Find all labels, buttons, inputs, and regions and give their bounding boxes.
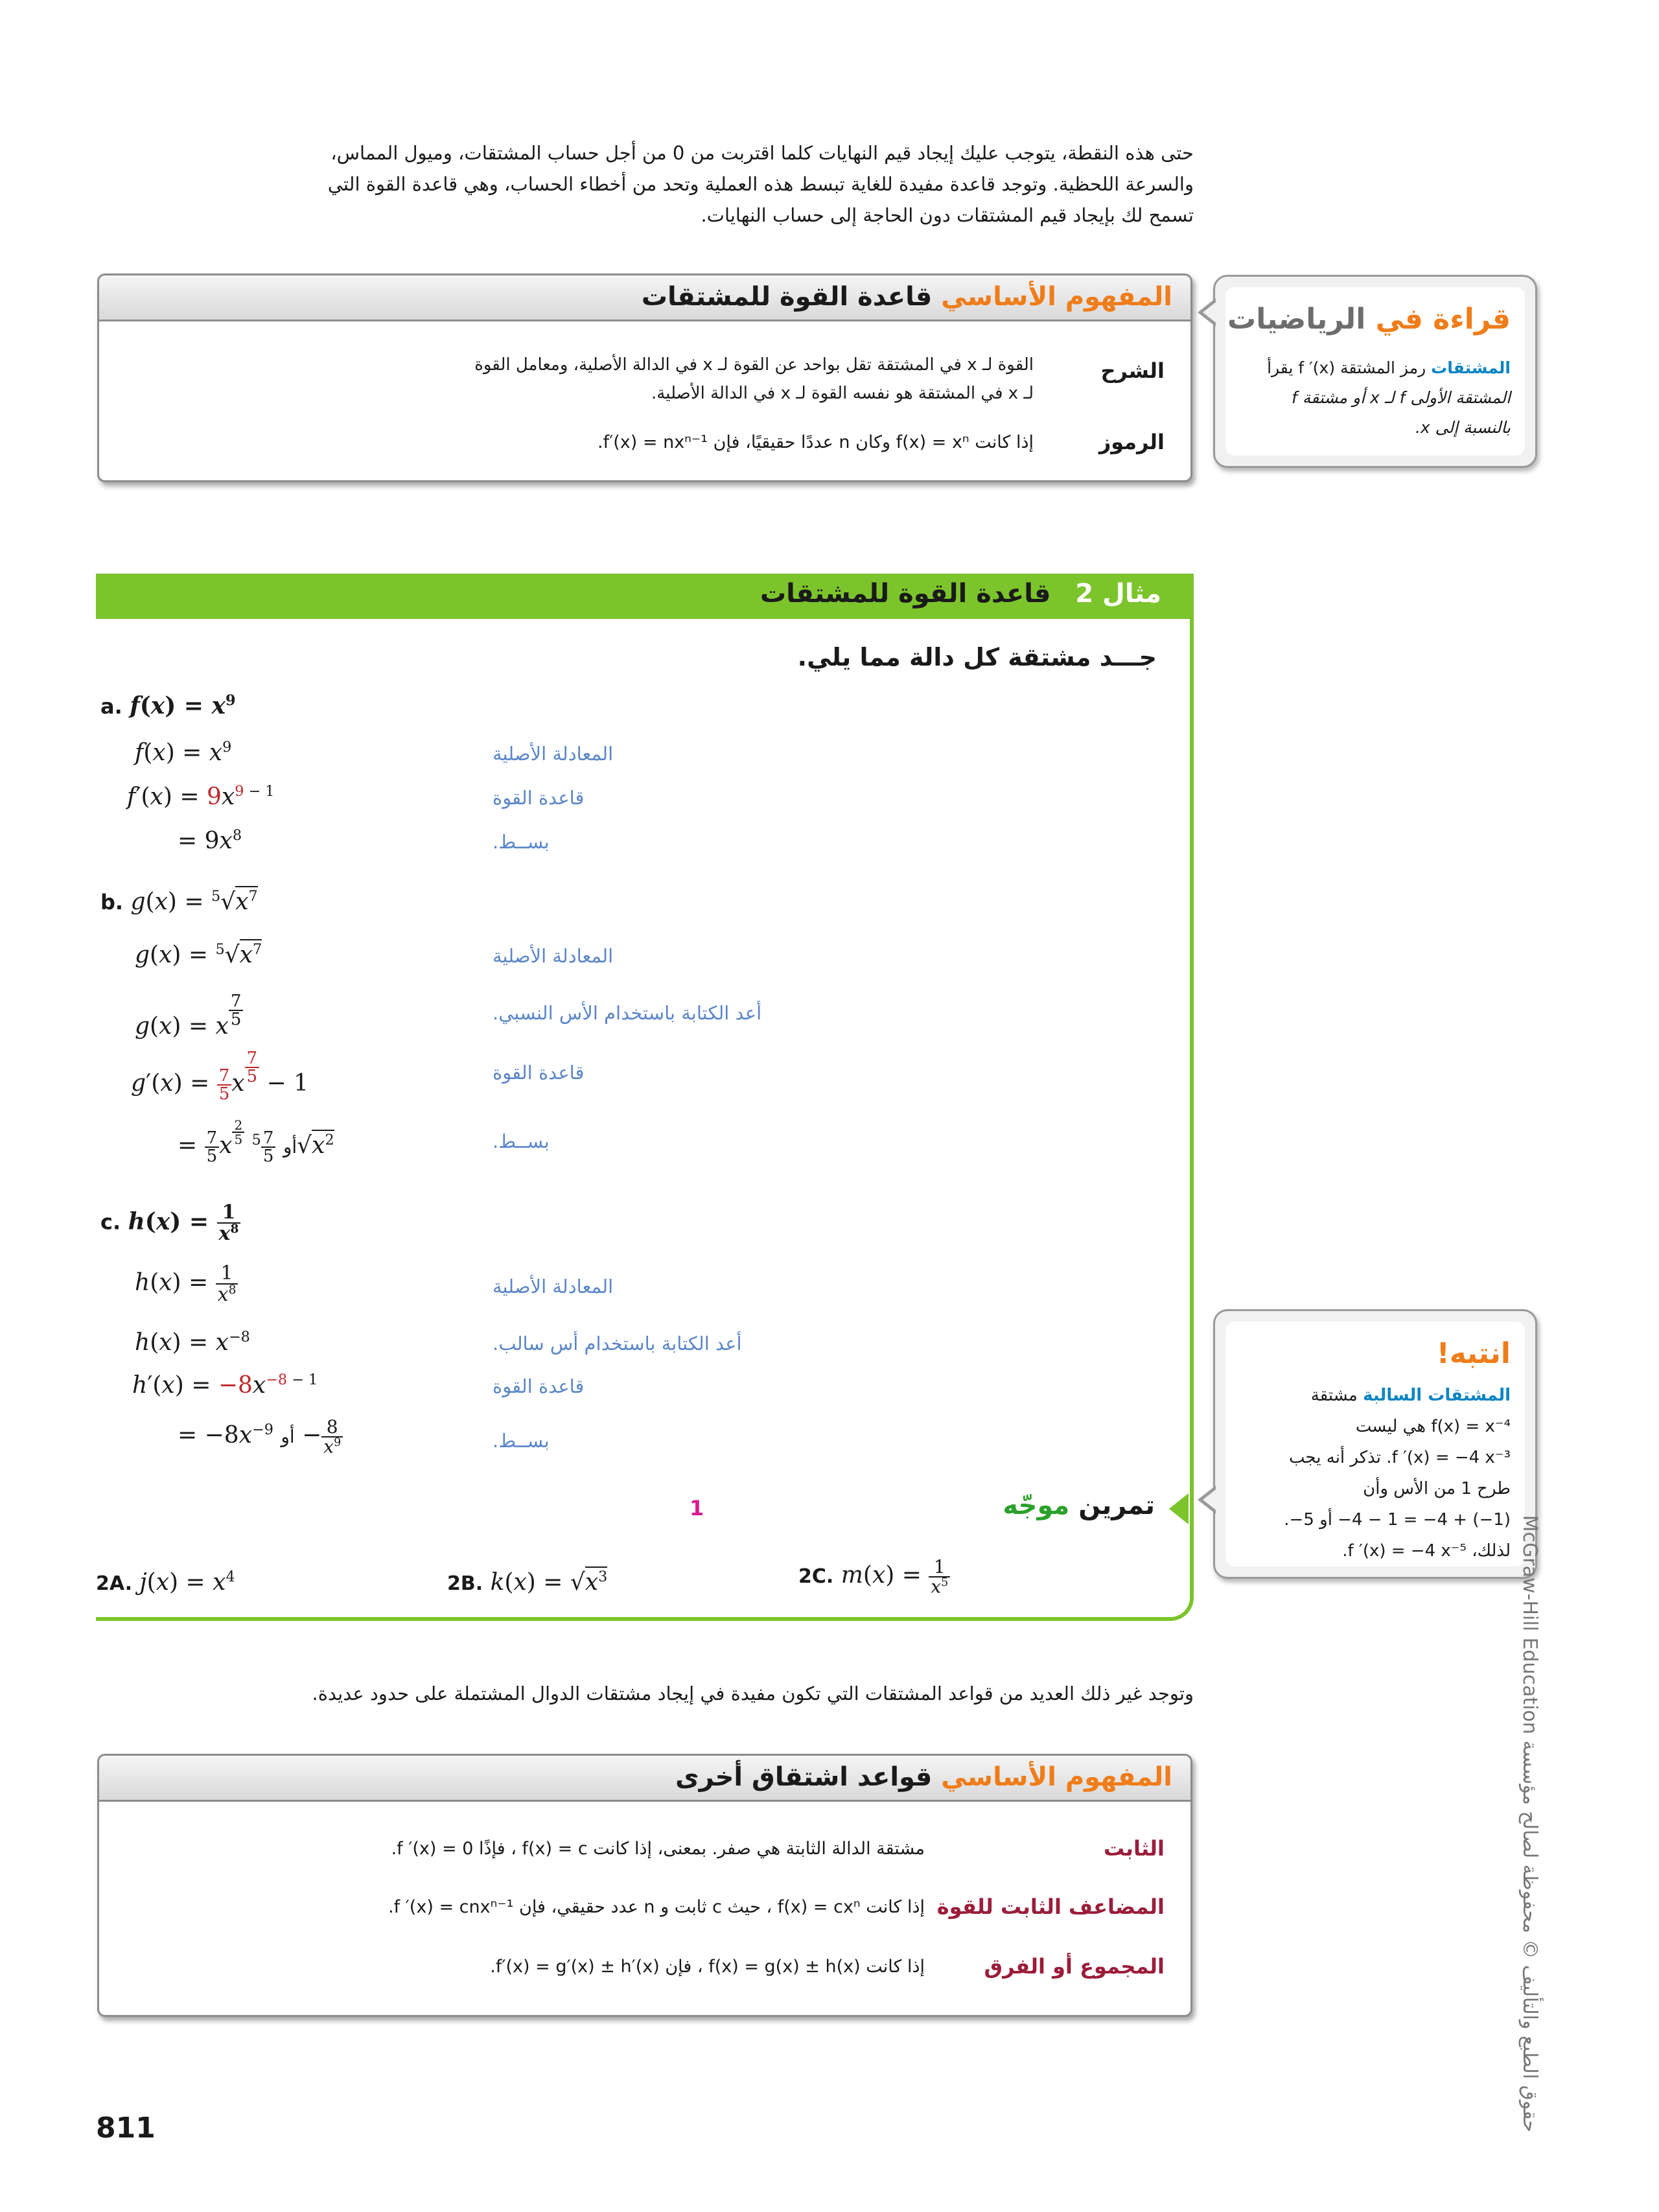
part-c-step4-reason: بســط. [493, 1430, 550, 1452]
part-c-step1: h(x) = $\frac{1}{x^8}$ [135, 1264, 238, 1305]
intro-line-1: حتى هذه النقطة، يتوجب عليك إيجاد قيم النهايات كلما اقتربت من 0 من أجل حساب المشتقات، وميول المماس، [331, 142, 1194, 164]
concept-title: قواعد اشتقاق أخرى [675, 1762, 933, 1792]
part-b-step3: g′(x) = $\frac{7}{5}$ x $\frac{7}{5}$ − 1 [131, 1049, 309, 1104]
key-concept-power-rule [97, 274, 1192, 482]
part-a-step1-reason: المعادلة الأصلية [493, 743, 614, 765]
part-a-heading: a. $f(x) = x^9$ [100, 692, 236, 719]
part-c-step3: $h'(x) = -8x^{-8 - 1}$ [132, 1371, 318, 1399]
intro-line-3: تسمح لك بإيجاد قيم المشتقات دون الحاجة إلى حساب النهايات. [701, 204, 1194, 226]
copyright-credit: حقوق الطبع والتأليف © محفوظة لصالح مؤسسة McGraw-Hill Education [1518, 1515, 1541, 2132]
concept-header [99, 1756, 1190, 1802]
rule-label-constant-multiple: المضاعف الثابت للقوة [936, 1894, 1165, 1919]
part-c-step2-reason: أعد الكتابة باستخدام أس سالب. [493, 1333, 742, 1355]
guided-practice-arrow [1169, 1493, 1189, 1524]
exercise-2c[interactable]: 2C. m(x) = $\frac{1}{x^5}$ [798, 1558, 950, 1596]
part-a-step2-reason: قاعدة القوة [493, 787, 585, 809]
concept-title: قاعدة القوة للمشتقات [641, 282, 933, 312]
key-concept-other-rules [97, 1754, 1192, 2017]
example-instruction: جـــد مشتقة كل دالة مما يلي. [797, 643, 1157, 671]
part-a-step1: $f(x) = x^9$ [135, 739, 232, 766]
concept-prefix: المفهوم الأساسي [941, 282, 1172, 312]
watch-out-box [1213, 1309, 1537, 1579]
rule-text-sum-difference: إذا كانت f(x) = g(x) ± h(x) ، فإن f′(x) = g′(x) ± h′(x). [490, 1957, 925, 1977]
watch-out-text: المشتقات السالبة مشتقة f(x) = x⁻⁴ هي ليست f ′(x) = −4 x⁻³. تذكر أنه يجب طرح 1 من الأس وأن (1−) + 4− = 1 − 4− أو 5−. لذلك، f ′(x) = −4 x⁻⁵. [1284, 1386, 1511, 1561]
watch-out-title: انتبه! [1436, 1337, 1511, 1370]
guided-practice-number: 1 [690, 1496, 704, 1520]
part-b-step1-reason: المعادلة الأصلية [493, 945, 614, 967]
concept-prefix: المفهوم الأساسي [941, 1762, 1172, 1792]
part-c-step4: = $-8x^{-9}$ أو − $\frac{8}{x^9}$ [178, 1418, 343, 1456]
part-b-step4-reason: بســط. [493, 1130, 550, 1152]
explain-label: الشرح [1100, 358, 1165, 383]
rule-label-sum-difference: المجموع أو الفرق [984, 1954, 1165, 1979]
explain-text: القوة لـ x في المشتقة تقل بواحد عن القوة لـ x في الدالة الأصلية، ومعامل القوة لـ x في المشتقة هو نفسه القوة لـ x في الدالة الأصلية. [474, 355, 1034, 403]
reading-title: قراءة في الرياضيات [1227, 303, 1511, 336]
rule-text-constant-multiple: إذا كانت f(x) = cxⁿ ، حيث c ثابت و n عدد حقيقي، فإن f ′(x) = cnxⁿ⁻¹. [388, 1897, 925, 1917]
symbols-text: إذا كانت f(x) = xⁿ وكان n عددًا حقيقيًا، فإن f′(x) = nxⁿ⁻¹. [597, 432, 1034, 452]
example-title: قاعدة القوة للمشتقات [760, 579, 1051, 609]
part-a-step3-reason: بســط. [493, 831, 550, 853]
part-c-heading: c. h(x) = $\frac{1}{x^8}$ [100, 1203, 240, 1244]
part-b-step4: = $\frac{7}{5}$ x $\frac{2}{5}$ أو $\frac{7}{5}$ $^5$ $√x^2$ [178, 1117, 334, 1166]
page-number: 811 [96, 2112, 156, 2145]
reading-text: المشتقات رمز المشتقة f ′(x) يقرأ المشتقة الأولى f لـ x أو مشتقة f بالنسبة إلى x. [1267, 358, 1511, 437]
symbols-label: الرموز [1098, 430, 1165, 454]
intro-line-2: والسرعة اللحظية. وتوجد قاعدة مفيدة للغاية تبسط هذه العملية وتحد من أخطاء الحساب، وهي قاعدة القوة التي [327, 173, 1194, 195]
exercise-2b[interactable]: 2B. $k(x) = √x^3$ [447, 1568, 607, 1596]
part-c-step3-reason: قاعدة القوة [493, 1375, 585, 1397]
rule-label-constant: الثابت [1104, 1836, 1165, 1861]
part-b-step3-reason: قاعدة القوة [493, 1062, 585, 1084]
example-label: مثال 2 [1075, 579, 1161, 609]
part-b-step1: $g(x) = ^5√x^7$ [135, 941, 262, 968]
guided-practice-label: تمرين موجّه [1003, 1491, 1155, 1520]
example-header [96, 574, 1194, 619]
part-b-step2: g(x) = x $\frac{7}{5}$ [135, 993, 243, 1040]
concept-header [99, 275, 1190, 321]
intro-paragraph [136, 137, 1194, 231]
exercise-2a[interactable]: 2A. $j(x) = x^4$ [96, 1568, 235, 1596]
part-a-step2: $f'(x) = 9x^{9 - 1}$ [127, 783, 275, 810]
part-c-step1-reason: المعادلة الأصلية [493, 1275, 614, 1298]
part-c-step2: $h(x) = x^{-8}$ [135, 1329, 250, 1356]
transition-text: وتوجد غير ذلك العديد من قواعد المشتقات التي تكون مفيدة في إيجاد مشتقات الدوال المشتملة على حدود عديدة. [312, 1682, 1194, 1705]
rule-text-constant: مشتقة الدالة الثابتة هي صفر. بمعنى، إذا كانت f(x) = c ، فإذًا f ′(x) = 0. [391, 1839, 925, 1859]
part-a-step3: = $9x^8$ [178, 827, 242, 854]
part-b-step2-reason: أعد الكتابة باستخدام الأس النسبي. [493, 1002, 762, 1024]
part-b-heading: b. $g(x) = ^5√x^7$ [100, 888, 258, 915]
reading-in-math-box [1213, 275, 1537, 468]
